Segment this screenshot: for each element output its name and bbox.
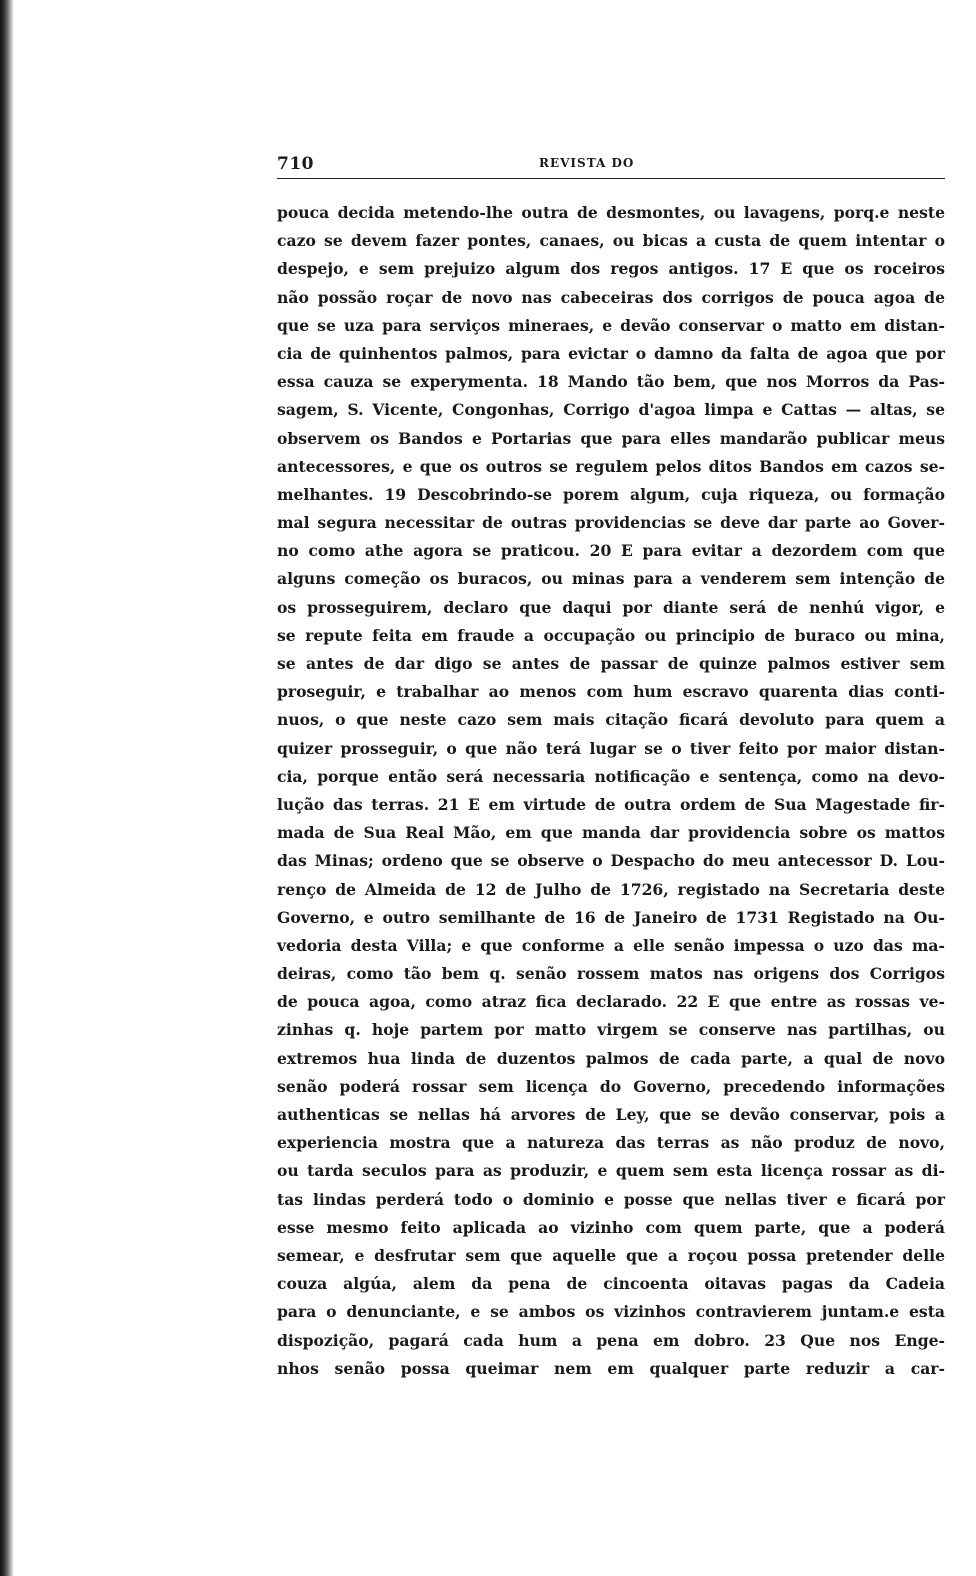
text-line: Governo, e outro semilhante de 16 de Janeiro de 1731 Registado na Ou-	[277, 907, 945, 927]
text-line: sagem, S. Vicente, Congonhas, Corrigo d'agoa limpa e Cattas — altas, se	[277, 400, 945, 420]
text-line: dispozição, pagará cada hum a pena em dobro. 23 Que nos Enge-	[277, 1330, 945, 1350]
text-line: authenticas se nellas há arvores de Ley, que se devão conservar, pois a	[277, 1105, 945, 1124]
text-line: alguns começão os buracos, ou minas para a venderem sem intenção de	[277, 569, 945, 589]
text-line: cazo se devem fazer pontes, canaes, ou bicas a custa de quem intentar o	[277, 231, 945, 251]
text-line: de pouca agoa, como atraz fica declarado. 22 E que entre as rossas ve-	[277, 992, 945, 1012]
text-line: essa cauza se experymenta. 18 Mando tão bem, que nos Morros da Pas-	[277, 372, 945, 392]
text-line: semear, e desfrutar sem que aquelle que a roçou possa pretender delle	[277, 1245, 945, 1265]
text-line: das Minas; ordeno que se observe o Despacho do meu antecessor D. Lou-	[277, 851, 945, 871]
text-line: experiencia mostra que a natureza das terras as não produz de novo,	[277, 1133, 945, 1153]
text-line: no como athe agora se praticou. 20 E para evitar a dezordem com que	[277, 541, 945, 561]
text-line: nhos senão possa queimar nem em qualquer parte reduzir a car-	[277, 1358, 945, 1378]
text-line: se repute feita em fraude a occupação ou principio de buraco ou mina,	[277, 625, 945, 645]
text-line: extremos hua linda de duzentos palmos de cada parte, a qual de novo	[277, 1048, 945, 1068]
text-line: observem os Bandos e Portarias que para elles mandarão publicar meus	[277, 428, 945, 448]
text-line: cia, porque então será necessaria notificação e sentença, como na devo-	[277, 766, 945, 786]
text-line: deiras, como tão bem q. senão rossem matos nas origens dos Corrigos	[277, 964, 945, 984]
text-line: zinhas q. hoje partem por matto virgem se conserve nas partilhas, ou	[277, 1020, 945, 1040]
running-title: REVISTA DO	[539, 156, 635, 170]
book-page	[277, 148, 947, 1383]
text-line: couza algúa, alem da pena de cincoenta oitavas pagas da Cadeia	[277, 1274, 945, 1294]
text-line: despejo, e sem prejuizo algum dos regos antigos. 17 E que os roceiros	[277, 259, 945, 279]
body-text	[277, 199, 947, 1383]
text-line: quizer prosseguir, o que não terá lugar se o tiver feito por maior distan-	[277, 738, 945, 758]
text-line: ou tarda seculos para as produzir, e quem sem esta licença rossar as di-	[277, 1161, 945, 1181]
text-line: vedoria desta Villa; e que conforme a elle senão impessa o uzo das ma-	[277, 935, 945, 955]
page-header	[277, 148, 947, 178]
text-line: proseguir, e trabalhar ao menos com hum escravo quarenta dias conti-	[277, 682, 945, 702]
book-binding-shadow	[0, 0, 14, 1576]
text-line: antecessores, e que os outros se regulem pelos ditos Bandos em cazos se-	[277, 456, 945, 476]
text-line: pouca decida metendo-lhe outra de desmontes, ou lavagens, porq.e neste	[277, 203, 945, 222]
text-line: esse mesmo feito aplicada ao vizinho com quem parte, que a poderá	[277, 1217, 945, 1237]
page-number: 710	[277, 154, 314, 174]
text-line: que se uza para serviços mineraes, e devão conservar o matto em distan-	[277, 315, 945, 335]
text-line: lução das terras. 21 E em virtude de outra ordem de Sua Magestade fir-	[277, 794, 945, 814]
text-line: nuos, o que neste cazo sem mais citação ficará devoluto para quem a	[277, 710, 945, 730]
text-line: mal segura necessitar de outras providencias se deve dar parte ao Gover-	[277, 513, 945, 533]
text-line: senão poderá rossar sem licença do Governo, precedendo informações	[277, 1076, 945, 1096]
text-line: melhantes. 19 Descobrindo-se porem algum, cuja riqueza, ou formação	[277, 484, 945, 504]
text-line: os prosseguirem, declaro que daqui por diante será de nenhú vigor, e	[277, 597, 945, 617]
text-line: tas lindas perderá todo o dominio e posse que nellas tiver e ficará por	[277, 1189, 945, 1209]
header-rule	[277, 178, 945, 179]
text-line: se antes de dar digo se antes de passar de quinze palmos estiver sem	[277, 654, 945, 673]
text-line: mada de Sua Real Mão, em que manda dar providencia sobre os mattos	[277, 823, 945, 843]
text-line: cia de quinhentos palmos, para evictar o damno da falta de agoa que por	[277, 343, 945, 363]
text-line: não possão roçar de novo nas cabeceiras dos corrigos de pouca agoa de	[277, 287, 945, 307]
text-line: para o denunciante, e se ambos os vizinhos contravierem juntam.e esta	[277, 1302, 945, 1322]
text-line: renço de Almeida de 12 de Julho de 1726, registado na Secretaria deste	[277, 879, 945, 899]
